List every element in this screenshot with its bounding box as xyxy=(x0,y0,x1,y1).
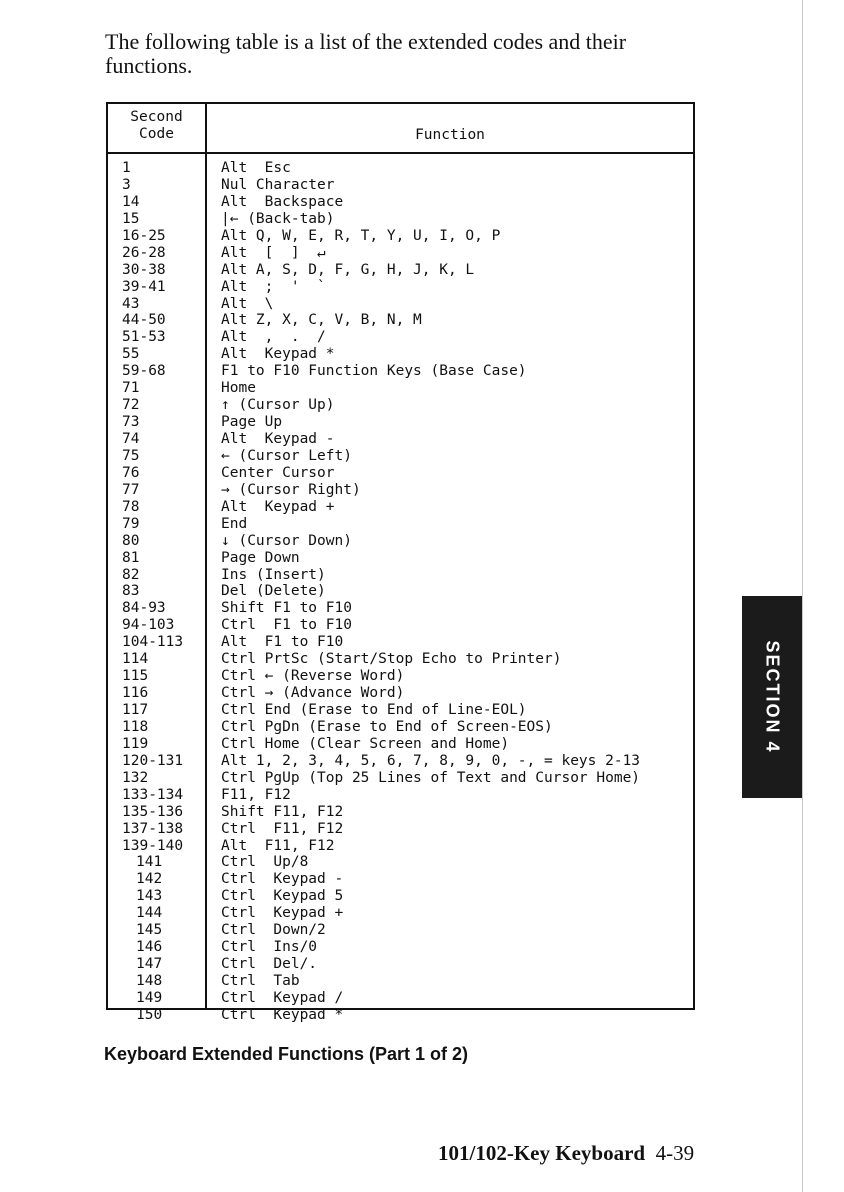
second-code-cell: 26-28 xyxy=(122,244,166,261)
function-cell: Ctrl PrtSc (Start/Stop Echo to Printer) xyxy=(221,651,562,668)
function-cell: F11, F12 xyxy=(221,786,291,803)
second-code-cell: 144 xyxy=(136,905,163,922)
intro-paragraph: The following table is a list of the extended codes and their functions. xyxy=(105,29,627,78)
header-second-code xyxy=(108,109,205,143)
second-code-cell: 135-136 xyxy=(122,803,184,820)
second-code-cell: 145 xyxy=(136,922,163,939)
function-cell: Alt F1 to F10 xyxy=(221,634,344,651)
second-code-cell: 150 xyxy=(136,1006,163,1023)
table-row xyxy=(108,939,693,956)
function-cell: ← (Cursor Left) xyxy=(221,447,352,464)
table-row xyxy=(108,770,693,787)
second-code-cell: 139-140 xyxy=(122,837,184,854)
second-code-cell: 137-138 xyxy=(122,820,184,837)
function-cell: Ctrl Keypad / xyxy=(221,989,344,1006)
table-row xyxy=(108,702,693,719)
function-cell: Ctrl F11, F12 xyxy=(221,820,344,837)
second-code-cell: 75 xyxy=(122,447,140,464)
second-code-cell: 14 xyxy=(122,193,140,210)
second-code-cell: 84-93 xyxy=(122,600,166,617)
page-number: 4-39 xyxy=(655,1141,695,1165)
table-row xyxy=(108,583,693,600)
table-row xyxy=(108,550,693,567)
function-cell: Ctrl Keypad + xyxy=(221,905,344,922)
table-caption: Keyboard Extended Functions (Part 1 of 2) xyxy=(104,1044,469,1064)
table-row xyxy=(108,973,693,990)
second-code-cell: 43 xyxy=(122,295,140,312)
table-row xyxy=(108,245,693,262)
second-code-cell: 59-68 xyxy=(122,363,166,380)
second-code-cell: 44-50 xyxy=(122,312,166,329)
function-cell: Ctrl End (Erase to End of Line-EOL) xyxy=(221,702,527,718)
table-row xyxy=(108,600,693,617)
second-code-cell: 117 xyxy=(122,702,149,718)
table-row xyxy=(108,719,693,736)
second-code-cell: 143 xyxy=(136,888,163,905)
second-code-cell: 94-103 xyxy=(122,617,175,634)
table-row xyxy=(108,753,693,770)
function-cell: Alt Keypad - xyxy=(221,431,335,447)
table-row xyxy=(108,431,693,448)
section-tab xyxy=(742,596,802,798)
second-code-cell: 141 xyxy=(136,854,163,871)
second-code-cell: 83 xyxy=(122,583,140,600)
table-row xyxy=(108,533,693,550)
function-cell: End xyxy=(221,515,248,532)
function-cell: Alt ; ' ` xyxy=(221,278,326,295)
table-row xyxy=(108,296,693,313)
table-row xyxy=(108,651,693,668)
second-code-cell: 39-41 xyxy=(122,278,166,295)
function-cell: → (Cursor Right) xyxy=(221,481,361,498)
function-cell: Ctrl Tab xyxy=(221,973,300,989)
section-tab-label: SECTION 4 xyxy=(762,640,783,754)
second-code-cell: 132 xyxy=(122,769,149,786)
function-cell: Nul Character xyxy=(221,176,335,193)
table-row xyxy=(108,1007,693,1024)
second-code-cell: 149 xyxy=(136,989,163,1006)
function-cell: ↑ (Cursor Up) xyxy=(221,397,335,414)
table-row xyxy=(108,905,693,922)
second-code-cell: 80 xyxy=(122,532,140,549)
table-row xyxy=(108,465,693,482)
second-code-cell: 74 xyxy=(122,431,140,447)
table-row xyxy=(108,363,693,380)
second-code-cell: 1 xyxy=(122,160,131,176)
second-code-cell: 116 xyxy=(122,685,149,702)
table-row xyxy=(108,617,693,634)
table-row xyxy=(108,787,693,804)
second-code-cell: 119 xyxy=(122,735,149,752)
second-code-cell: 71 xyxy=(122,380,140,397)
header-second-code-line2: Code xyxy=(139,126,174,142)
function-cell: Home xyxy=(221,380,256,397)
function-cell: Alt \ xyxy=(221,295,274,312)
function-cell: Alt 1, 2, 3, 4, 5, 6, 7, 8, 9, 0, -, = keys 2-13 xyxy=(221,752,641,769)
function-cell: Alt Q, W, E, R, T, Y, U, I, O, P xyxy=(221,227,501,244)
function-cell: Ctrl Home (Clear Screen and Home) xyxy=(221,735,510,752)
second-code-cell: 76 xyxy=(122,464,140,481)
table-row xyxy=(108,922,693,939)
second-code-cell: 133-134 xyxy=(122,786,184,803)
table-row xyxy=(108,871,693,888)
second-code-cell: 3 xyxy=(122,176,131,193)
function-cell: Alt A, S, D, F, G, H, J, K, L xyxy=(221,261,475,278)
table-row xyxy=(108,990,693,1007)
table-row xyxy=(108,888,693,905)
table-row xyxy=(108,194,693,211)
second-code-cell: 146 xyxy=(136,939,163,956)
table-row xyxy=(108,804,693,821)
table-row xyxy=(108,329,693,346)
table-row xyxy=(108,736,693,753)
function-cell: ↓ (Cursor Down) xyxy=(221,532,352,549)
function-cell: Ctrl F1 to F10 xyxy=(221,617,352,634)
function-cell: Alt Keypad * xyxy=(221,346,335,363)
table-row xyxy=(108,414,693,431)
table-row xyxy=(108,821,693,838)
table-row xyxy=(108,312,693,329)
function-cell: Alt Z, X, C, V, B, N, M xyxy=(221,312,422,329)
function-cell: Ctrl Keypad 5 xyxy=(221,888,344,905)
table-row xyxy=(108,262,693,279)
function-cell: Alt Esc xyxy=(221,160,291,176)
function-cell: Alt F11, F12 xyxy=(221,837,335,854)
table-row xyxy=(108,854,693,871)
header-divider xyxy=(108,152,693,154)
second-code-cell: 55 xyxy=(122,346,140,363)
table-row xyxy=(108,346,693,363)
second-code-cell: 16-25 xyxy=(122,227,166,244)
page-footer xyxy=(438,1141,694,1166)
second-code-cell: 30-38 xyxy=(122,261,166,278)
table-row xyxy=(108,499,693,516)
function-cell: Page Up xyxy=(221,414,283,431)
page-edge-line xyxy=(802,0,803,1192)
second-code-cell: 77 xyxy=(122,481,140,498)
header-second-code-line1: Second xyxy=(130,109,183,125)
function-cell: Shift F1 to F10 xyxy=(221,600,352,617)
function-cell: |← (Back-tab) xyxy=(221,210,335,227)
table-body xyxy=(108,160,693,1024)
second-code-cell: 79 xyxy=(122,515,140,532)
function-cell: Ctrl Down/2 xyxy=(221,922,326,939)
second-code-cell: 78 xyxy=(122,498,140,515)
second-code-cell: 104-113 xyxy=(122,634,184,651)
function-cell: F1 to F10 Function Keys (Base Case) xyxy=(221,363,527,380)
table-row xyxy=(108,228,693,245)
table-row xyxy=(108,634,693,651)
second-code-cell: 118 xyxy=(122,718,149,735)
table-row xyxy=(108,838,693,855)
table-row xyxy=(108,956,693,973)
second-code-cell: 51-53 xyxy=(122,329,166,346)
table-row xyxy=(108,668,693,685)
function-cell: Ctrl PgDn (Erase to End of Screen-EOS) xyxy=(221,718,553,735)
footer-title: 101/102-Key Keyboard xyxy=(438,1141,646,1165)
header-function: Function xyxy=(415,127,485,143)
second-code-cell: 142 xyxy=(136,871,163,888)
table-row xyxy=(108,482,693,499)
function-cell: Ctrl Keypad - xyxy=(221,871,344,888)
function-cell: Shift F11, F12 xyxy=(221,803,344,820)
function-cell: Ctrl Ins/0 xyxy=(221,939,318,956)
table-row xyxy=(108,177,693,194)
second-code-cell: 73 xyxy=(122,414,140,431)
function-cell: Ins (Insert) xyxy=(221,566,326,583)
extended-codes-table xyxy=(106,102,695,1023)
second-code-cell: 15 xyxy=(122,210,140,227)
function-cell: Page Down xyxy=(221,549,300,566)
function-cell: Alt Backspace xyxy=(221,193,344,210)
function-cell: Alt , . / xyxy=(221,329,326,346)
second-code-cell: 148 xyxy=(136,973,163,989)
function-cell: Ctrl → (Advance Word) xyxy=(221,685,405,702)
table-row xyxy=(108,685,693,702)
second-code-cell: 114 xyxy=(122,651,149,668)
second-code-cell: 81 xyxy=(122,549,140,566)
table-row xyxy=(108,397,693,414)
second-code-cell: 147 xyxy=(136,956,163,973)
function-cell: Ctrl PgUp (Top 25 Lines of Text and Cursor Home) xyxy=(221,769,641,786)
table-row xyxy=(108,160,693,177)
second-code-cell: 82 xyxy=(122,566,140,583)
function-cell: Alt Keypad + xyxy=(221,498,335,515)
function-cell: Alt [ ] ↵ xyxy=(221,244,326,261)
function-cell: Ctrl Keypad * xyxy=(221,1006,344,1023)
table-row xyxy=(108,516,693,533)
table-row xyxy=(108,567,693,584)
function-cell: Center Cursor xyxy=(221,464,335,481)
second-code-cell: 120-131 xyxy=(122,752,184,769)
table-row xyxy=(108,380,693,397)
table-row xyxy=(108,448,693,465)
table-row xyxy=(108,211,693,228)
table-row xyxy=(108,279,693,296)
function-cell: Del (Delete) xyxy=(221,583,326,600)
second-code-cell: 115 xyxy=(122,668,149,685)
function-cell: Ctrl ← (Reverse Word) xyxy=(221,668,405,685)
function-cell: Ctrl Up/8 xyxy=(221,854,309,871)
function-cell: Ctrl Del/. xyxy=(221,956,318,973)
second-code-cell: 72 xyxy=(122,397,140,414)
